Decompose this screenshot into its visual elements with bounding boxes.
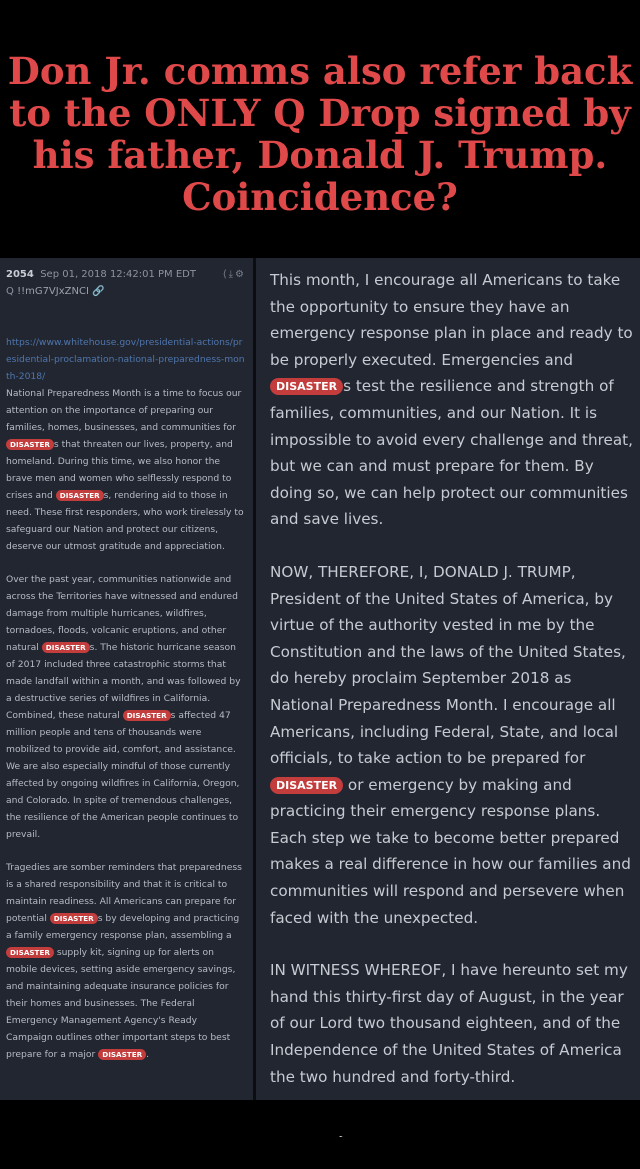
proclamation-text: or emergency by making and practicing their emergency response plans. Each step we take to become better prepared makes a real difference in how our families and communities will respond and persevere when faced with the unexpected. [270, 775, 631, 927]
proclamation-text: s test the resilience and strength of families, communities, and our Nation. It is impossible to avoid every challenge and threat, but we can and must prepare for them. By doing so, we can help protect our communities and save lives. [270, 377, 633, 529]
post-text: . [146, 1049, 150, 1060]
q-post-panel [0, 258, 253, 1100]
disaster-badge: DISASTER [98, 1049, 146, 1060]
post-text: National Preparedness Month is a time to focus our attention on the importance of preparing our families, homes, businesses, and communities for [6, 388, 242, 433]
post-tripcode: !!mG7VJxZNCI [17, 286, 89, 297]
post-text: supply kit, signing up for alerts on mobile devices, setting aside emergency savings, and maintaining adequate insurance policies for their homes and businesses. The Federal Emergency Management Agency's Ready Campaign outlines other important steps to best prepare for a major [6, 947, 236, 1060]
post-text: Tragedies are somber reminders that preparedness is a shared responsibility and that it is critical to maintain readiness. All Americans can prepare for potential [6, 862, 242, 924]
proclamation-panel [256, 258, 640, 1100]
disaster-badge: DISASTER [123, 710, 171, 721]
bottom-bar [0, 1100, 640, 1136]
disaster-badge: DISASTER [6, 947, 54, 958]
share-icon[interactable]: ⟨ [222, 269, 229, 280]
disaster-badge: DISASTER [6, 439, 54, 450]
link-icon[interactable]: 🔗 [92, 286, 105, 297]
post-text: s that threaten our lives, property, and homeland. During this time, we also honor the brave men and women who selflessly respond to crises and [6, 439, 233, 501]
proclamation-body [270, 267, 634, 1169]
post-text: Over the past year, communities nationwide and across the Territories have witnessed and endured damage from multiple hurricanes, wildfires, tornadoes, floods, volcanic eruptions, and other natural [6, 574, 238, 653]
post-body [6, 334, 246, 1079]
post-text: s, rendering aid to those in need. These first responders, who work tirelessly to safeguard our Nation and protect our citizens, deserve our utmost gratitude and appreciation. [6, 490, 244, 552]
post-header [6, 266, 246, 300]
post-number[interactable]: 2054 [6, 269, 34, 280]
settings-icon[interactable]: ⚙ [235, 269, 246, 280]
disaster-badge: DISASTER [270, 378, 343, 395]
proclamation-text: This month, I encourage all Americans to take the opportunity to ensure they have an emergency response plan in place and ready to be properly executed. Emergencies and [270, 271, 633, 369]
disaster-badge: DISASTER [270, 777, 343, 794]
download-icon[interactable]: ⤓ [228, 269, 236, 280]
proclamation-text: NOW, THEREFORE, I, DONALD J. TRUMP, President of the United States of America, by virtue of the authority vested in me by the Constitution and the laws of the United States, do hereby proclaim September 2018 as National Preparedness Month. I encourage all Americans, including Federal, State, and local officials, to take action to be prepared for [270, 562, 626, 768]
witness-paragraph: IN WITNESS WHEREOF, I have hereunto set my hand this thirty-first day of August, in the year of our Lord two thousand eighteen, and of the Independence of the United States of America the two hundred and forty-third. [270, 961, 628, 1086]
post-link[interactable]: https://www.whitehouse.gov/presidential-actions/presidential-proclamation-national-preparedness-month-2018/ [6, 337, 245, 382]
disaster-badge: DISASTER [42, 642, 90, 653]
post-actions[interactable] [223, 266, 246, 283]
post-text: s by developing and practicing a family emergency response plan, assembling a [6, 913, 240, 941]
disaster-badge: DISASTER [56, 490, 104, 501]
headline: Don Jr. comms also refer back to the ONLY Q Drop signed by his father, Donald J. Trump. Coincidence? [7, 49, 633, 219]
disaster-badge: DISASTER [50, 913, 98, 924]
post-timestamp: Sep 01, 2018 12:42:01 PM EDT [40, 269, 196, 280]
post-author: Q [6, 286, 14, 297]
post-text: s. The historic hurricane season of 2017 included three catastrophic storms that made landfall within a month, and was followed by a destructive series of wildfires in California. Combined, these natural [6, 642, 241, 721]
post-text: s affected 47 million people and tens of thousands were mobilized to provide aid, comfort, and assistance. We are also especially mindful of those currently affected by ongoing wildfires in California, Oregon, and Colorado. In spite of tremendous challenges, the resilience of the American people continues to prevail. [6, 710, 240, 840]
